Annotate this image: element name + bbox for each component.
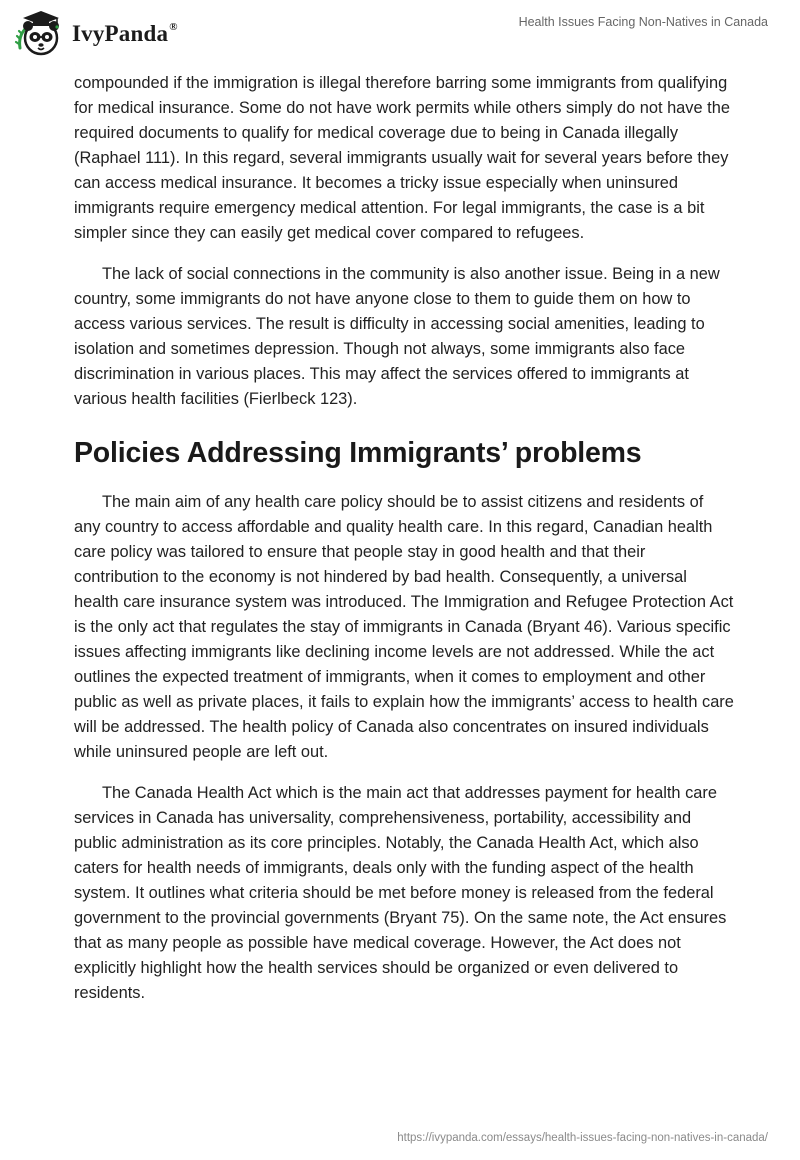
panda-logo-icon bbox=[14, 8, 66, 60]
essay-body bbox=[74, 71, 734, 1022]
paragraph: The main aim of any health care policy should be to assist citizens and residents of any country to access affordable and quality health care. In this regard, Canadian health care policy was tailored to ensure that people stay in good health and that their contribution to the economy is not hindered by bad health. Consequently, a universal health care insurance system was introduced. The Immigration and Refugee Protection Act is the only act that regulates the stay of immigrants in Canada (Bryant 46). Various specific issues affecting immigrants like declining income levels are not addressed. While the act outlines the expected treatment of immigrants, when it comes to employment and other public as well as private places, it fails to explain how the immigrants’ access to health care will be addressed. The health policy of Canada also concentrates on insured individuals while uninsured people are left out. bbox=[74, 493, 734, 761]
paragraph: The Canada Health Act which is the main act that addresses payment for health care services in Canada has universality, comprehensiveness, portability, accessibility and public administration as its core principles. Notably, the Canada Health Act, which also caters for health needs of immigrants, deals only with the funding aspect of the health system. It outlines what criteria should be met before money is released from the federal government to the provincial governments (Bryant 75). On the same note, the Act ensures that as many people as possible have medical coverage. However, the Act does not explicitly highlight how the health services should be organized or even delivered to residents. bbox=[74, 784, 727, 1002]
paragraph: compounded if the immigration is illegal therefore barring some immigrants from qualifying for medical insurance. Some do not have work permits while others simply do not have the required documents to qualify for medical coverage due to being in Canada illegally (Raphael 111). In this regard, several immigrants usually wait for several years before they can access medical insurance. It becomes a tricky issue especially when uninsured immigrants require emergency medical attention. For legal immigrants, the case is a bit simpler since they can easily get medical cover compared to refugees. bbox=[74, 74, 730, 242]
ivypanda-logo[interactable] bbox=[14, 8, 178, 60]
registered-mark: ® bbox=[169, 21, 178, 34]
footer-url[interactable]: https://ivypanda.com/essays/health-issues-facing-non-natives-in-canada/ bbox=[397, 1132, 768, 1144]
paragraph: The lack of social connections in the community is also another issue. Being in a new country, some immigrants do not have anyone close to them to guide them on how to access various services. The result is difficulty in accessing social amenities, leading to isolation and sometimes depression. Though not always, some immigrants also face discrimination in various places. This may affect the services offered to immigrants at various health facilities (Fierlbeck 123). bbox=[74, 265, 720, 408]
brand-name: IvyPanda® bbox=[72, 21, 178, 46]
document-title: Health Issues Facing Non-Natives in Canada bbox=[518, 15, 768, 29]
section-heading: Policies Addressing Immigrants’ problems bbox=[74, 437, 642, 469]
page-header bbox=[0, 0, 800, 70]
